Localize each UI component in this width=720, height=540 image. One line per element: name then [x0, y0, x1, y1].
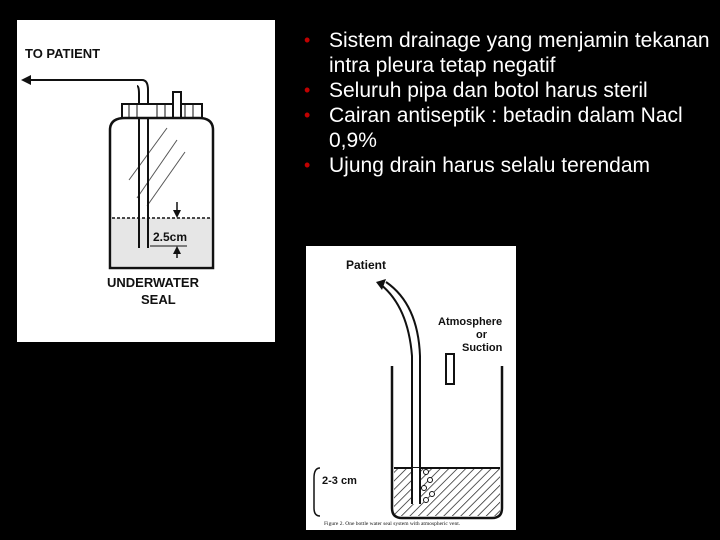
depth-bracket — [314, 468, 320, 516]
bullet-item — [302, 78, 712, 103]
bullet-text: Sistem drainage yang menjamin tekanan intra pleura tetap negatif — [329, 29, 710, 77]
to-patient-label: TO PATIENT — [25, 46, 101, 61]
figure-caption: Figure 2. One bottle water seal system with atmospheric vent. — [324, 521, 461, 527]
bullet-text: Seluruh pipa dan botol harus steril — [329, 79, 648, 102]
bullet-item — [302, 153, 712, 178]
bullet-icon: • — [304, 105, 311, 125]
underwater-seal-drawing — [17, 20, 275, 342]
bullet-icon: • — [304, 80, 311, 100]
one-bottle-drawing — [306, 246, 516, 530]
patient-label: Patient — [346, 258, 387, 272]
figure-title-line1: UNDERWATER — [107, 275, 199, 290]
bottle-cap — [122, 104, 202, 118]
bullet-icon: • — [304, 30, 311, 50]
underwater-seal-figure — [17, 20, 275, 342]
fluid-level — [394, 468, 500, 516]
vent-label-line1: Atmosphere — [438, 316, 503, 328]
figure-title-line2: SEAL — [141, 292, 176, 307]
bullet-item — [302, 103, 712, 153]
vent-tube — [446, 354, 454, 384]
depth-label: 2-3 cm — [322, 475, 357, 487]
bullet-list — [302, 28, 712, 178]
bullet-text: Cairan antiseptik : betadin dalam Nacl 0,9% — [329, 104, 683, 152]
arrow-head-icon — [21, 75, 31, 85]
vent-label-line2: or — [476, 329, 487, 341]
vent-label-line3: Suction — [462, 342, 503, 354]
depth-label: 2.5cm — [153, 230, 188, 244]
bullet-text: Ujung drain harus selalu terendam — [329, 154, 651, 177]
bullet-item — [302, 28, 712, 78]
one-bottle-figure — [306, 246, 516, 530]
bullet-icon: • — [304, 155, 311, 175]
